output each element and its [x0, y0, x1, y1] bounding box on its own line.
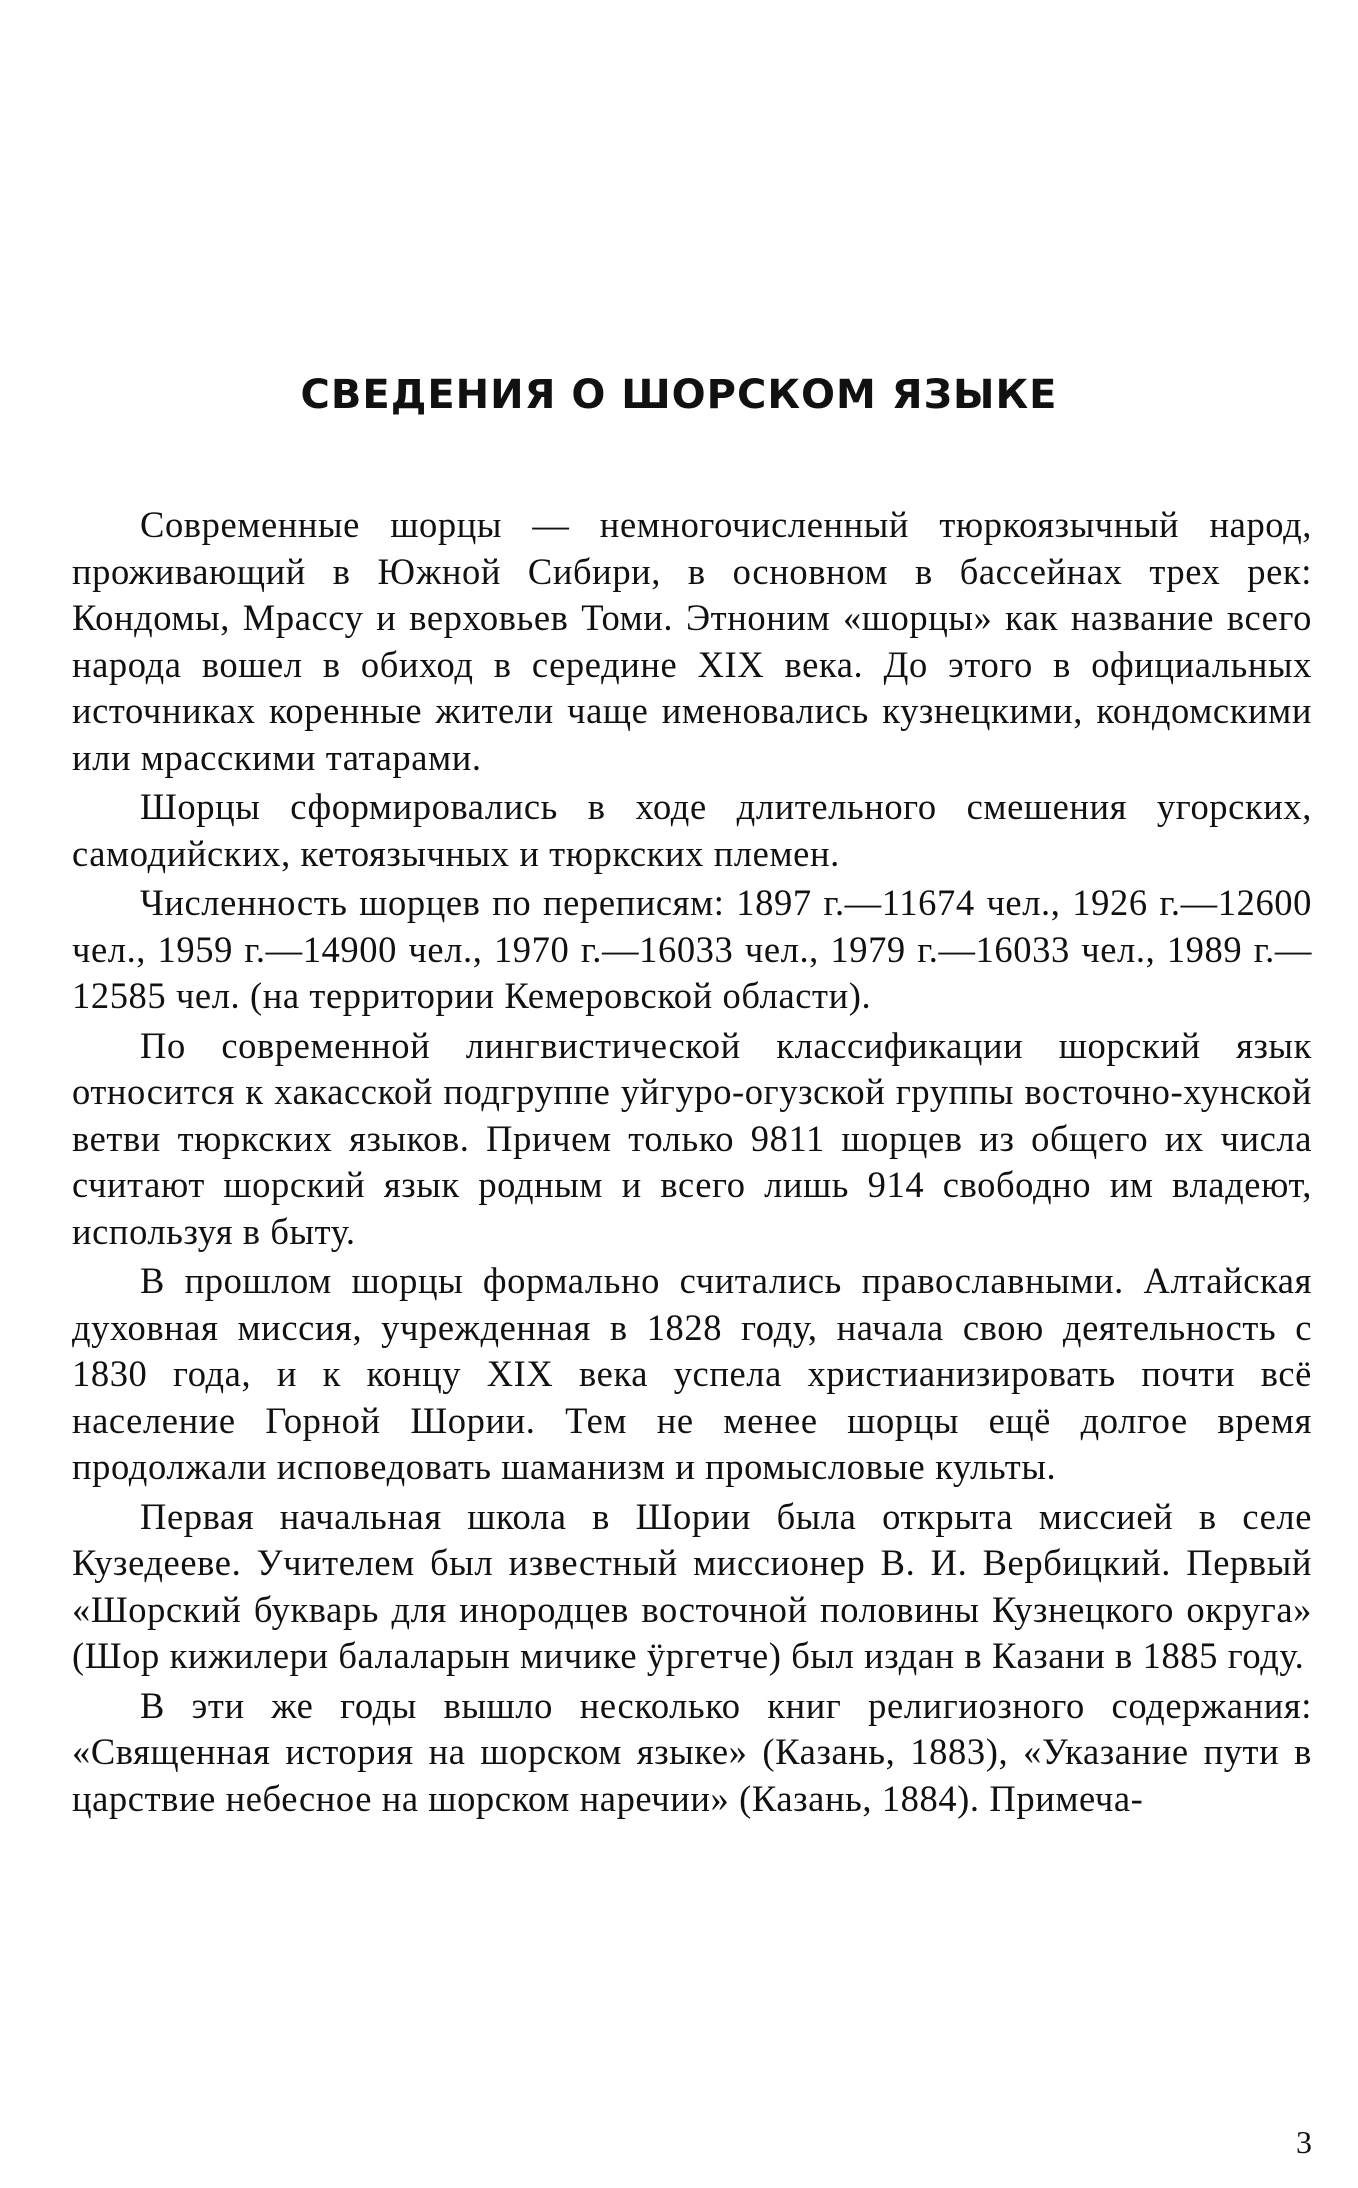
paragraph-6: Первая начальная школа в Шории была открыта миссией в селе Кузедееве. Учителем был известный миссионер В. И. Вербицкий. Первый «Шорский букварь для инородцев восточной половины Кузнецкого округа» (Шор кижилери балаларын мичике ӱргетче) был издан в Казани в 1885 году.: [72, 1495, 1312, 1676]
paragraph-1: Современные шорцы — немногочисленный тюркоязычный народ, проживающий в Южной Сибири, в основном в бассейнах трех рек: Кондомы, Мрассу и верховьев Томи. Этноним «шорцы» как название всего народа вошел в обиход в середине XIX века. До этого в официальных источниках коренные жители чаще именовались кузнецкими, кондомскими или мрасскими татарами.: [72, 504, 1312, 778]
paragraph-4: По современной лингвистической классификации шорский язык относится к хакасской подгруппе уйгуро-огузской группы восточно-хунской ветви тюркских языков. Причем только 9811 шорцев из общего их числа считают шорский язык родным и всего лишь 914 свободно им владеют, используя в быту.: [72, 1024, 1312, 1252]
paragraph-2: Шорцы сформировались в ходе длительного смешения угорских, самодийских, кетоязычных и тюркских племен.: [72, 786, 1312, 874]
paragraph-7: В эти же годы вышло несколько книг религиозного содержания: «Священная история на шорском языке» (Казань, 1883), «Указание пути в царствие небесное на шорском наречии» (Казань, 1884). Примеча-: [72, 1684, 1312, 1819]
page-number: 3: [1296, 2124, 1312, 2160]
paragraph-3: Численность шорцев по переписям: 1897 г.—11674 чел., 1926 г.—12600 чел., 1959 г.—14900 чел., 1970 г.—16033 чел., 1979 г.—16033 чел., 1989 г.—12585 чел. (на территории Кемеровской области).: [72, 882, 1312, 1016]
body-text: [72, 502, 1312, 1825]
page-title: СВЕДЕНИЯ О ШОРСКОМ ЯЗЫКЕ: [300, 372, 1058, 418]
paragraph-5: В прошлом шорцы формально считались православными. Алтайская духовная миссия, учрежденная в 1828 году, начала свою деятельность с 1830 года, и к концу XIX века успела христианизировать почти всё население Горной Шории. Тем не менее шорцы ещё долгое время продолжали исповедовать шаманизм и промысловые культы.: [72, 1260, 1312, 1487]
